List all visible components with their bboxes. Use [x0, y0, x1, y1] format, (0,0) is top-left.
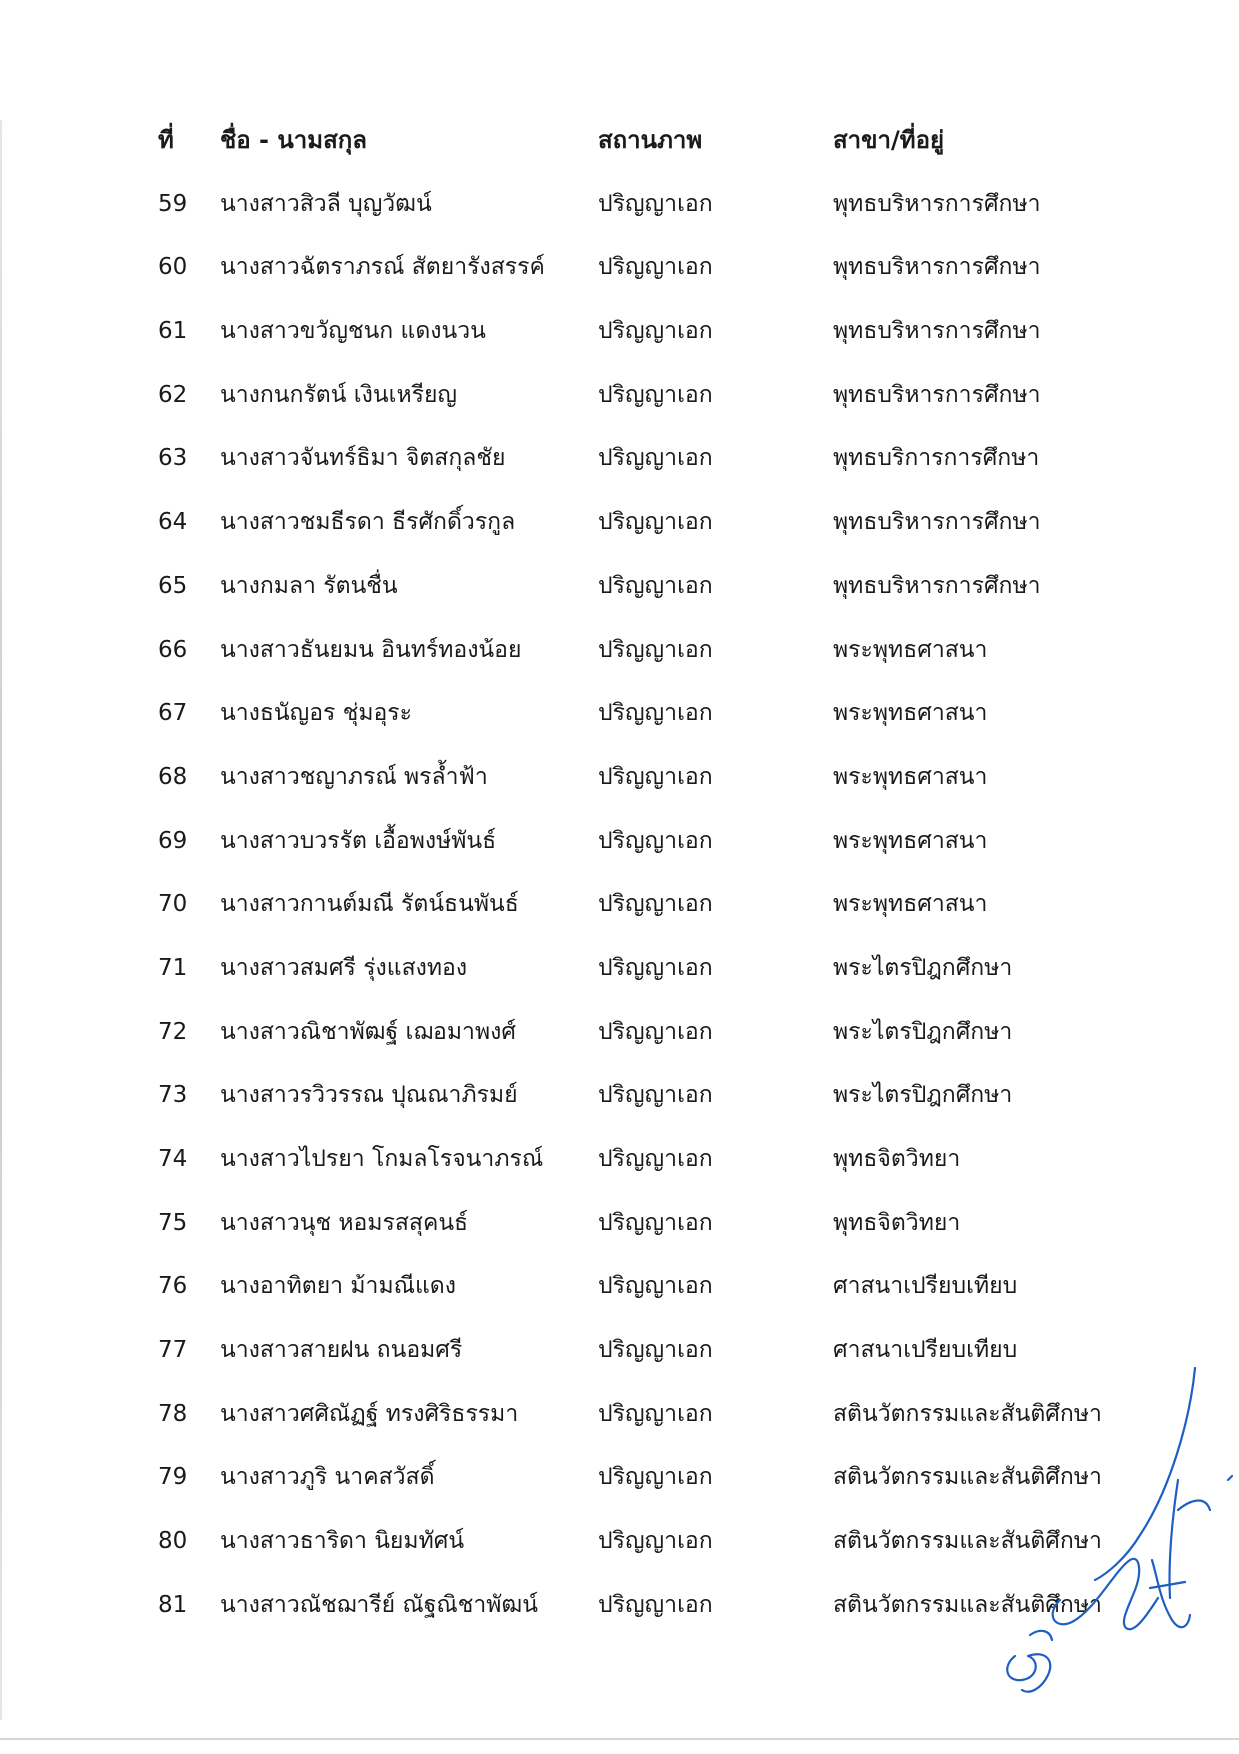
- row-status: ปริญญาเอก: [598, 1464, 713, 1491]
- table-row: [0, 946, 1239, 1010]
- row-branch: ศาสนาเปรียบเทียบ: [833, 1337, 1018, 1364]
- row-status: ปริญญาเอก: [598, 1082, 713, 1109]
- row-name: นางสาวจันทร์ธิมา จิตสกุลชัย: [220, 445, 506, 472]
- row-status: ปริญญาเอก: [598, 190, 713, 217]
- table-row: [0, 882, 1239, 946]
- row-no: 66: [158, 636, 188, 663]
- handwritten-signature: [1000, 1360, 1239, 1700]
- table-row: [0, 564, 1239, 628]
- row-no: 69: [158, 827, 188, 854]
- row-status: ปริญญาเอก: [598, 1209, 713, 1236]
- row-name: นางสาวธันยมน อินทร์ทองน้อย: [220, 636, 522, 663]
- row-name: นางธนัญอร ชุ่มอุระ: [220, 700, 412, 727]
- row-no: 80: [158, 1528, 188, 1555]
- table-row: [0, 1137, 1239, 1201]
- row-no: 77: [158, 1337, 188, 1364]
- header-name: ชื่อ - นามสกุล: [220, 126, 367, 154]
- table-row: [0, 182, 1239, 246]
- row-no: 70: [158, 891, 188, 918]
- row-status: ปริญญาเอก: [598, 1591, 713, 1618]
- row-name: นางสาวกานต์มณี รัตน์ธนพันธ์: [220, 891, 519, 918]
- row-name: นางสาวศศิณัฏฐ์ ทรงศิริธรรมา: [220, 1400, 519, 1427]
- row-status: ปริญญาเอก: [598, 254, 713, 281]
- table-row: [0, 1264, 1239, 1328]
- row-name: นางสาวภูริ นาคสวัสดิ์: [220, 1464, 435, 1491]
- row-name: นางกนกรัตน์ เงินเหรียญ: [220, 381, 458, 408]
- row-branch: พุทธบริหารการศึกษา: [833, 190, 1041, 217]
- row-no: 81: [158, 1591, 188, 1618]
- row-name: นางกมลา รัตนชื่น: [220, 572, 398, 599]
- table-row: [0, 245, 1239, 309]
- row-name: นางสาวสมศรี รุ่งแสงทอง: [220, 954, 468, 981]
- table-row: [0, 500, 1239, 564]
- header-no: ที่: [158, 126, 174, 154]
- row-branch: พระพุทธศาสนา: [833, 827, 988, 854]
- row-name: นางสาวสายฝน ถนอมศรี: [220, 1337, 463, 1364]
- row-status: ปริญญาเอก: [598, 1146, 713, 1172]
- row-name: นางสาวชญาภรณ์ พรล้ำฟ้า: [220, 763, 488, 790]
- row-no: 62: [158, 381, 188, 408]
- row-branch: พุทธบริหารการศึกษา: [833, 381, 1041, 408]
- row-branch: สตินวัตกรรมและสันติศึกษา: [833, 1400, 1102, 1427]
- row-status: ปริญญาเอก: [598, 318, 713, 345]
- row-name: นางสาวณัชฌารีย์ ณัฐณิชาพัฒน์: [220, 1591, 538, 1618]
- row-status: ปริญญาเอก: [598, 572, 713, 599]
- row-name: นางสาวณิชาพัฒฐ์ เฌอมาพงศ์: [220, 1018, 516, 1045]
- header-status: สถานภาพ: [598, 126, 703, 154]
- row-branch: พุทธบริหารการศึกษา: [833, 318, 1041, 345]
- row-no: 72: [158, 1018, 188, 1045]
- row-status: ปริญญาเอก: [598, 763, 713, 790]
- row-name: นางสาวรวิวรรณ ปุณณาภิรมย์: [220, 1082, 518, 1109]
- row-no: 79: [158, 1464, 188, 1491]
- header-branch: สาขา/ที่อยู่: [833, 126, 945, 154]
- row-branch: ศาสนาเปรียบเทียบ: [833, 1273, 1018, 1300]
- table-header-row: [0, 118, 1239, 182]
- row-branch: พุทธจิตวิทยา: [833, 1146, 961, 1172]
- table-row: [0, 373, 1239, 437]
- row-branch: สตินวัตกรรมและสันติศึกษา: [833, 1528, 1102, 1555]
- row-branch: พระพุทธศาสนา: [833, 763, 988, 790]
- row-name: นางสาวไปรยา โกมลโรจนาภรณ์: [220, 1146, 544, 1172]
- row-no: 75: [158, 1209, 188, 1236]
- row-branch: พุทธบริหารการศึกษา: [833, 572, 1041, 599]
- row-name: นางสาวธาริดา นิยมทัศน์: [220, 1528, 465, 1555]
- row-status: ปริญญาเอก: [598, 1273, 713, 1300]
- row-status: ปริญญาเอก: [598, 1400, 713, 1427]
- row-name: นางสาวนุช หอมรสสุคนธ์: [220, 1209, 469, 1236]
- row-status: ปริญญาเอก: [598, 509, 713, 536]
- table-row: [0, 628, 1239, 692]
- row-status: ปริญญาเอก: [598, 381, 713, 408]
- row-no: 63: [158, 445, 188, 472]
- row-no: 76: [158, 1273, 188, 1300]
- row-branch: พุทธจิตวิทยา: [833, 1209, 961, 1236]
- table-row: [0, 436, 1239, 500]
- row-name: นางสาวบวรรัต เอื้อพงษ์พันธ์: [220, 827, 497, 854]
- row-no: 74: [158, 1146, 188, 1172]
- row-no: 59: [158, 190, 188, 217]
- row-no: 64: [158, 509, 188, 536]
- row-status: ปริญญาเอก: [598, 1337, 713, 1364]
- row-name: นางสาวขวัญชนก แดงนวน: [220, 318, 486, 345]
- table-row: [0, 755, 1239, 819]
- row-branch: พุทธบริหารการศึกษา: [833, 509, 1041, 536]
- table-row: [0, 819, 1239, 883]
- row-branch: พระพุทธศาสนา: [833, 891, 988, 918]
- row-branch: พุทธบริหารการศึกษา: [833, 254, 1041, 281]
- table-row: [0, 309, 1239, 373]
- table-row: [0, 691, 1239, 755]
- row-branch: สตินวัตกรรมและสันติศึกษา: [833, 1591, 1102, 1618]
- row-no: 68: [158, 763, 188, 790]
- row-branch: พระไตรปิฎกศึกษา: [833, 1082, 1013, 1109]
- row-status: ปริญญาเอก: [598, 827, 713, 854]
- row-status: ปริญญาเอก: [598, 636, 713, 663]
- row-name: นางอาทิตยา ม้ามณีแดง: [220, 1273, 456, 1300]
- row-branch: พระไตรปิฎกศึกษา: [833, 954, 1013, 981]
- row-status: ปริญญาเอก: [598, 1018, 713, 1045]
- table-row: [0, 1201, 1239, 1265]
- row-status: ปริญญาเอก: [598, 445, 713, 472]
- row-branch: พระพุทธศาสนา: [833, 636, 988, 663]
- scan-bottom-edge: [0, 1738, 1239, 1740]
- row-status: ปริญญาเอก: [598, 700, 713, 727]
- row-status: ปริญญาเอก: [598, 954, 713, 981]
- row-branch: พระไตรปิฎกศึกษา: [833, 1018, 1013, 1045]
- row-name: นางสาวชมธีรดา ธีรศักดิ์วรกูล: [220, 509, 516, 536]
- row-name: นางสาวฉัตราภรณ์ สัตยารังสรรค์: [220, 254, 545, 281]
- row-no: 60: [158, 254, 188, 281]
- row-branch: สตินวัตกรรมและสันติศึกษา: [833, 1464, 1102, 1491]
- row-no: 61: [158, 318, 188, 345]
- row-no: 78: [158, 1400, 188, 1427]
- table-row: [0, 1010, 1239, 1074]
- row-branch: พุทธบริการการศึกษา: [833, 445, 1040, 472]
- row-status: ปริญญาเอก: [598, 1528, 713, 1555]
- row-status: ปริญญาเอก: [598, 891, 713, 918]
- row-no: 67: [158, 700, 188, 727]
- row-no: 65: [158, 572, 188, 599]
- row-name: นางสาวสิวลี บุญวัฒน์: [220, 190, 432, 217]
- table-row: [0, 1073, 1239, 1137]
- row-branch: พระพุทธศาสนา: [833, 700, 988, 727]
- row-no: 71: [158, 954, 188, 981]
- row-no: 73: [158, 1082, 188, 1109]
